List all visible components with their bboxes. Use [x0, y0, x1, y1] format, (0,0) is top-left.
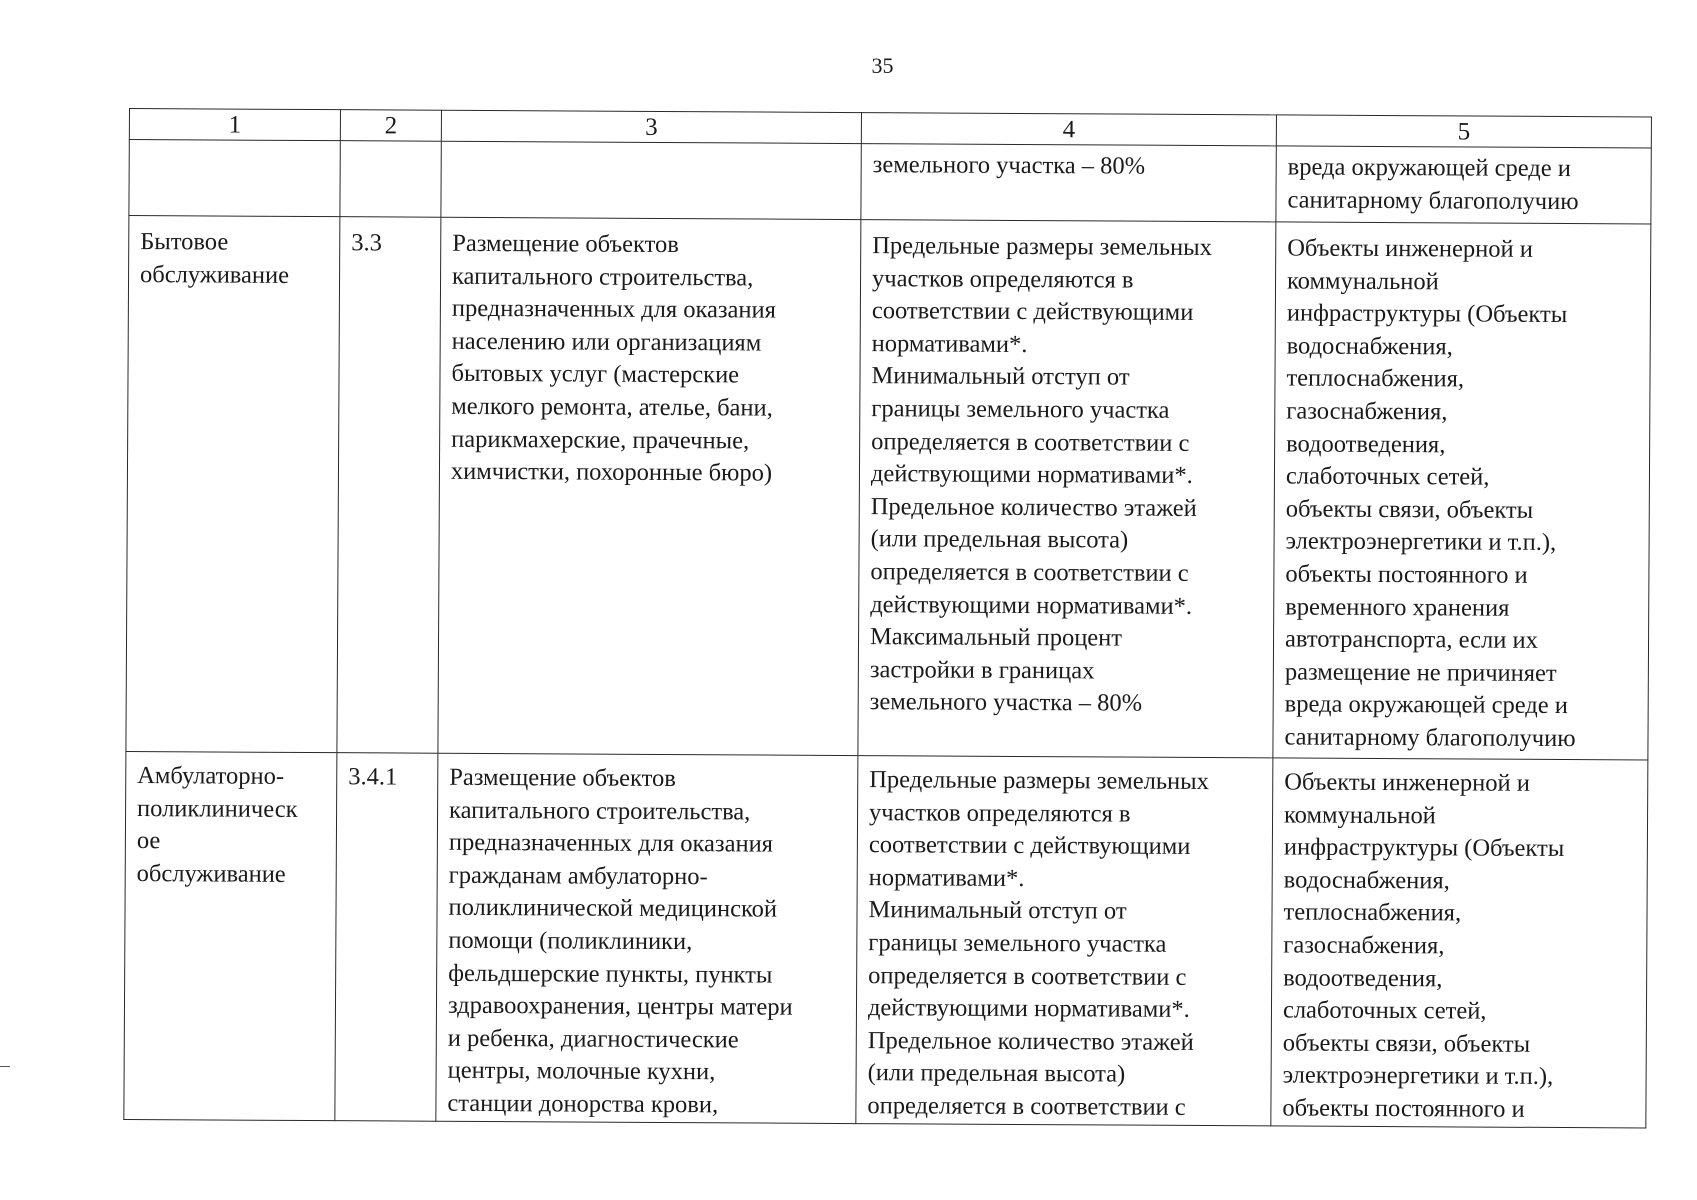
text-line: санитарному благополучию — [1284, 723, 1576, 752]
text-line: химчистки, похоронные бюро) — [450, 457, 773, 487]
text-line: санитарному благополучию — [1287, 186, 1579, 215]
text-line: электроэнергетики и т.п.), — [1282, 1061, 1554, 1091]
continuation-row — [129, 140, 1651, 224]
header-col-2: 2 — [340, 110, 441, 142]
text-line: теплоснабжения, — [1286, 364, 1465, 393]
text-line: Бытовое — [140, 228, 229, 256]
row-parameters-cell — [858, 220, 1276, 758]
text-line: фельдшерские пункты, пункты — [448, 959, 773, 989]
text-line: слаботочных сетей, — [1285, 462, 1490, 491]
text-line: земельного участка – 80% — [872, 151, 1146, 180]
header-col-1: 1 — [129, 109, 340, 141]
text-line: электроэнергетики и т.п.), — [1285, 527, 1557, 557]
text-line: станции донорства крови, — [447, 1089, 719, 1119]
land-use-table — [123, 108, 1652, 1128]
text-line: участков определяются в — [869, 798, 1131, 828]
text-line: вреда окружающей среде и — [1284, 690, 1568, 720]
continuation-description-cell — [441, 141, 861, 219]
row-description-cell — [438, 217, 861, 755]
text-line: поликлиническ — [137, 794, 298, 823]
text-line: Объекты инженерной и — [1287, 234, 1533, 263]
table-row — [124, 751, 1648, 1127]
text-line: предназначенных для оказания — [451, 294, 777, 324]
page-number: 35 — [871, 53, 894, 78]
text-line: границы земельного участка — [868, 929, 1167, 958]
header-col-3: 3 — [441, 110, 861, 143]
text-line: парикмахерские, прачечные, — [451, 425, 750, 455]
header-col-4: 4 — [861, 113, 1276, 146]
row-auxiliary-cell — [1271, 758, 1648, 1128]
text-line: ое — [136, 827, 161, 855]
text-line: водоснабжения, — [1286, 332, 1453, 361]
table-row — [126, 216, 1651, 760]
text-line: инфраструктуры (Объекты — [1286, 299, 1568, 329]
text-line: гражданам амбулаторно- — [448, 861, 708, 891]
header-col-5: 5 — [1276, 115, 1651, 148]
text-line: границы земельного участка — [871, 395, 1170, 424]
text-line: газоснабжения, — [1283, 931, 1445, 960]
text-line: населению или организациям — [451, 327, 762, 357]
text-line: действующими нормативами*. — [870, 590, 1193, 620]
text-line: поликлинической медицинской — [448, 894, 778, 924]
text-line: соответствии с действующими — [868, 831, 1191, 861]
text-line: Размещение объектов — [449, 763, 676, 793]
text-line: Объекты инженерной и — [1284, 768, 1530, 797]
text-line: коммунальной — [1286, 267, 1439, 295]
text-line: земельного участка – 80% — [869, 688, 1143, 717]
text-line: объекты постоянного и — [1285, 560, 1528, 589]
row-parameters-cell — [856, 756, 1273, 1126]
text-line: Предельное количество этажей — [867, 1026, 1194, 1056]
text-line: предназначенных для оказания — [448, 828, 774, 858]
text-line: нормативами*. — [871, 329, 1028, 358]
continuation-auxiliary-cell — [1276, 146, 1651, 224]
text-line: капитального строительства, — [449, 796, 751, 826]
text-line: водоотведения, — [1283, 964, 1443, 992]
text-line: Амбулаторно- — [137, 762, 285, 790]
text-line: слаботочных сетей, — [1282, 996, 1487, 1025]
text-line: Предельные размеры земельных — [869, 766, 1209, 796]
text-line: капитального строительства, — [451, 262, 754, 292]
text-line: и ребенка, диагностические — [447, 1024, 739, 1054]
text-line: действующими нормативами*. — [870, 460, 1193, 490]
text-line: бытовых услуг (мастерские — [451, 360, 740, 389]
row-code-cell: 3.4.1 — [335, 753, 438, 1121]
text-line: (или предельная высота) — [867, 1059, 1126, 1088]
row-name-cell — [126, 216, 340, 753]
text-line: коммунальной — [1283, 801, 1436, 829]
continuation-code-cell — [340, 141, 441, 218]
continuation-name-cell — [129, 140, 340, 217]
continuation-parameters-cell — [861, 144, 1276, 222]
text-line: инфраструктуры (Объекты — [1283, 833, 1565, 863]
text-line: водоснабжения, — [1283, 866, 1450, 895]
text-line: объекты постоянного и — [1282, 1094, 1525, 1123]
text-line: здравоохранения, центры матери — [447, 991, 793, 1021]
text-line: размещение не причиняет — [1284, 658, 1557, 687]
row-auxiliary-cell — [1273, 222, 1651, 760]
text-line: нормативами*. — [868, 863, 1025, 892]
text-line: газоснабжения, — [1286, 397, 1448, 426]
text-line: Максимальный процент — [869, 623, 1123, 652]
text-line: мелкого ремонта, ателье, бани, — [451, 392, 773, 422]
text-line: действующими нормативами*. — [867, 994, 1190, 1024]
text-line: Минимальный отступ от — [871, 362, 1130, 391]
text-line: водоотведения, — [1286, 430, 1446, 458]
text-line: застройки в границах — [869, 655, 1095, 685]
text-line: Размещение объектов — [452, 229, 679, 259]
text-line: объекты связи, объекты — [1282, 1029, 1531, 1058]
text-line: временного хранения — [1285, 592, 1510, 622]
text-line: Минимальный отступ от — [868, 896, 1127, 925]
text-line: (или предельная высота) — [870, 525, 1129, 554]
text-line: определяется в соответствии с — [871, 427, 1190, 457]
text-line: теплоснабжения, — [1283, 898, 1462, 927]
text-line: определяется в соответствии с — [870, 558, 1189, 587]
text-line: помощи (поликлиники, — [448, 926, 693, 956]
text-line: определяется в соответствии с — [867, 1092, 1186, 1121]
text-line: участков определяются в — [871, 264, 1134, 294]
text-line: Предельное количество этажей — [870, 492, 1197, 522]
row-description-cell — [436, 753, 858, 1123]
text-line: обслуживание — [139, 260, 290, 289]
text-line: определяется в соответствии с — [868, 961, 1187, 991]
text-line: соответствии с действующими — [871, 297, 1194, 327]
text-line: Предельные размеры земельных — [872, 232, 1212, 262]
text-line: вреда окружающей среде и — [1287, 153, 1571, 183]
text-line: объекты связи, объекты — [1285, 495, 1534, 524]
row-name-cell — [124, 751, 337, 1120]
text-line: обслуживание — [136, 859, 286, 888]
text-line: центры, молочные кухни, — [447, 1057, 716, 1086]
row-code-cell: 3.3 — [337, 217, 441, 754]
scan-edge-mark — [0, 1066, 10, 1067]
text-line: автотранспорта, если их — [1284, 625, 1538, 655]
